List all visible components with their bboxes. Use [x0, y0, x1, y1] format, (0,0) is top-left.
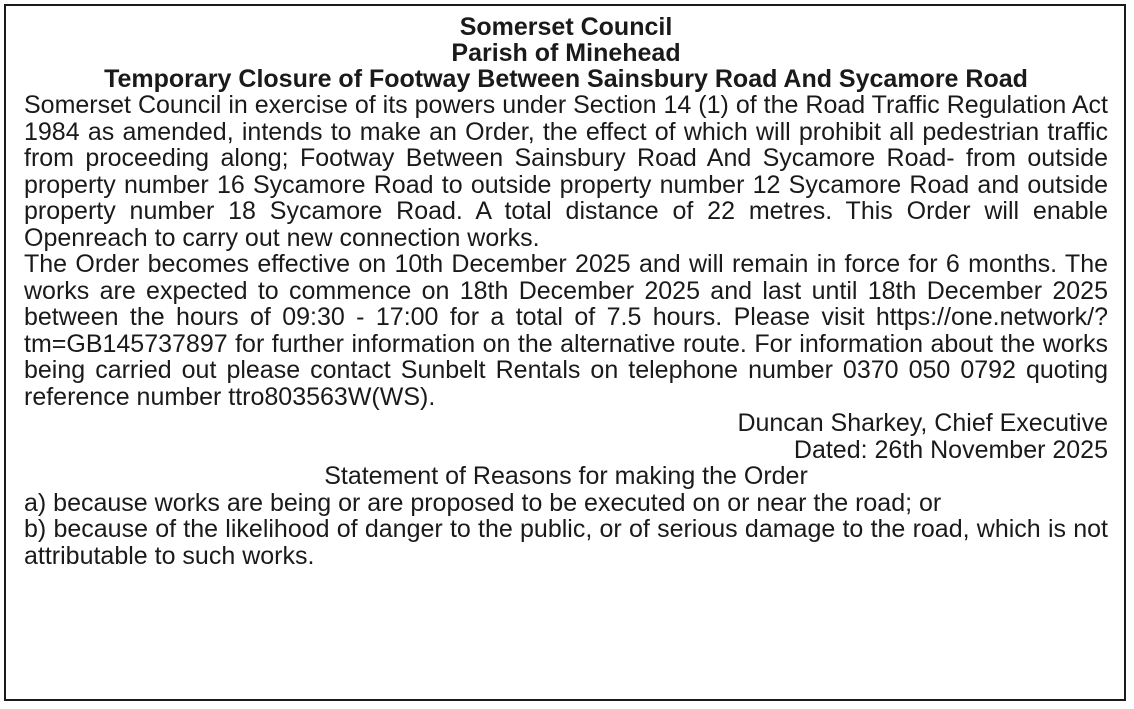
public-notice — [4, 4, 1126, 701]
order-description-paragraph: Somerset Council in exercise of its powers under Section 14 (1) of the Road Traffic Regulation Act 1984 as amended, intends to make an Order, the effect of which will prohibit all pedestrian traffic from proceeding along; Footway Between Sainsbury Road And Sycamore Road- from outside property number 16 Sycamore Road to outside property number 12 Sycamore Road and outside property number 18 Sycamore Road. A total distance of 22 metres. This Order will enable Openreach to carry out new connection works. — [24, 91, 1108, 252]
dated-line: Dated: 26th November 2025 — [793, 435, 1108, 464]
reason-a: a) because works are being or are proposed to be executed on or near the road; or — [24, 488, 942, 517]
reasons-heading: Statement of Reasons for making the Order — [324, 462, 808, 490]
council-name: Somerset Council — [459, 13, 673, 41]
parish-name: Parish of Minehead — [451, 39, 681, 67]
notice-title: Temporary Closure of Footway Between Sainsbury Road And Sycamore Road — [104, 65, 1028, 93]
signatory: Duncan Sharkey, Chief Executive — [737, 409, 1108, 437]
reason-b: b) because of the likelihood of danger to the public, or of serious damage to the road, which is not attributable to such works. — [24, 515, 1108, 570]
order-dates-paragraph: The Order becomes effective on 10th December 2025 and will remain in force for 6 months. The works are expected to commence on 18th December 2025 and last until 18th December 2025 between the hours of 09:30 - 17:00 for a total of 7.5 hours. Please visit https://one.network/?tm=GB145737897 for further information on the alternative route. For information about the works being carried out please contact Sunbelt Rentals on telephone number 0370 050 0792 quoting reference number ttro803563W(WS). — [24, 250, 1108, 411]
